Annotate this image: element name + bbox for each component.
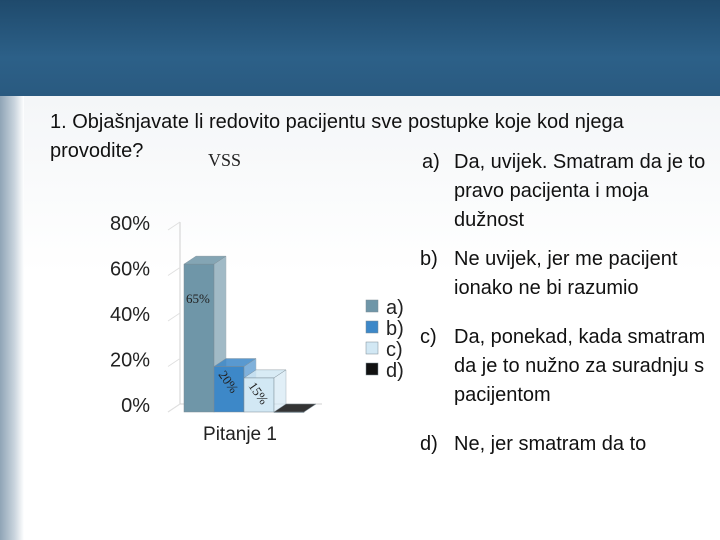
bar-a	[184, 264, 214, 412]
y-tick-label: 40%	[109, 304, 150, 326]
y-tick-gridline	[168, 222, 180, 230]
legend-swatch-c	[366, 342, 378, 354]
answer-a-text: Da, uvijek. Smatram da je to pravo pacijenta i moja dužnost	[454, 151, 706, 231]
answer-d	[416, 430, 716, 459]
y-tick-gridline	[168, 404, 180, 412]
answer-a-letter: a)	[422, 151, 440, 173]
legend-label-d: d)	[386, 360, 404, 382]
x-category-label: Pitanje 1	[203, 424, 277, 445]
answer-c-letter: c)	[420, 326, 437, 348]
legend-swatch-d	[366, 363, 378, 375]
question-text: 1. Objašnjavate li redovito pacijentu sve postupke koje kod njega provodite?	[50, 111, 624, 162]
y-tick-label: 60%	[109, 258, 150, 281]
answer-c-text: Da, ponekad, kada smatram da je to nužno za suradnju s pacijentom	[454, 326, 706, 406]
data-label-a: 65%	[186, 291, 210, 306]
answer-b-text: Ne uvijek, jer me pacijent ionako ne bi razumio	[454, 248, 678, 299]
y-tick-label: 20%	[109, 349, 150, 372]
y-tick-gridline	[168, 268, 180, 276]
y-tick-gridline	[168, 359, 180, 367]
chart-title: VSS	[208, 150, 242, 170]
legend-label-b: b)	[386, 318, 404, 340]
legend-label-c: c)	[386, 339, 403, 361]
answer-list	[416, 148, 716, 465]
data-label-c: 15%	[245, 378, 272, 408]
data-label-b: 20%	[215, 367, 242, 396]
legend-label-a: a)	[386, 297, 404, 319]
answer-c	[416, 323, 716, 410]
y-tick-label: 80%	[109, 213, 150, 235]
answer-b-letter: b)	[420, 248, 438, 270]
answer-d-text: Ne, jer smatram da to	[454, 433, 647, 455]
y-tick-gridline	[168, 313, 180, 321]
legend-swatch-a	[366, 300, 378, 312]
legend-swatch-b	[366, 321, 378, 333]
y-tick-label: 0%	[121, 395, 150, 417]
answer-b	[416, 245, 716, 303]
answer-a	[416, 148, 716, 235]
answer-d-letter: d)	[420, 433, 438, 455]
